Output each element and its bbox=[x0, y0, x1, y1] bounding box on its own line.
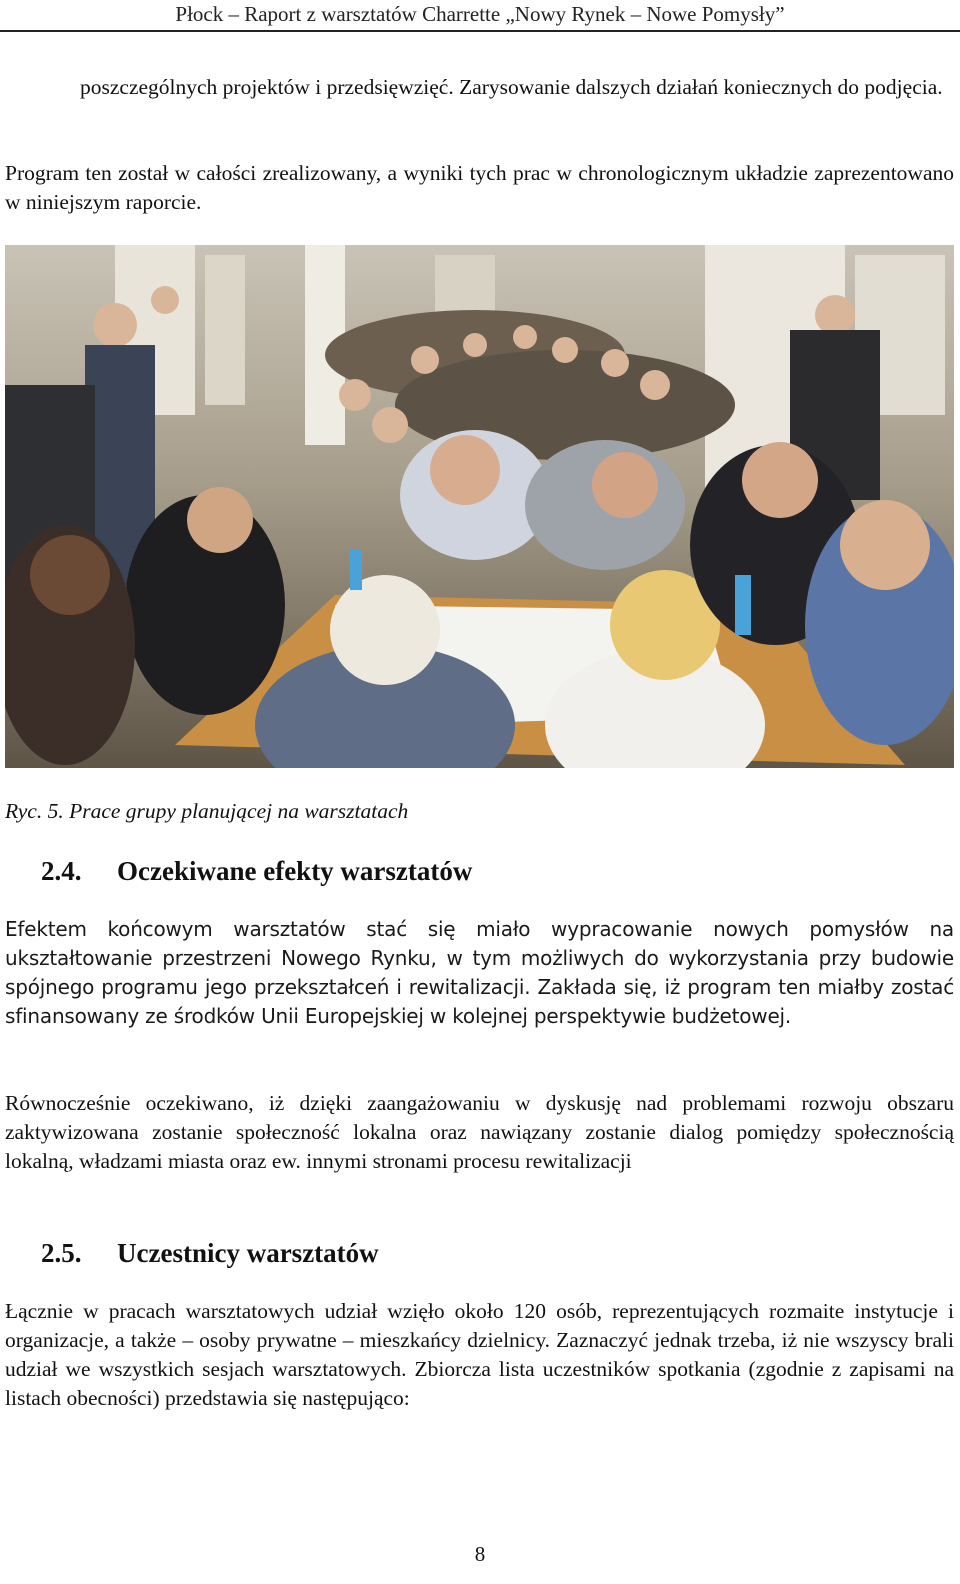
section-title: Uczestnicy warsztatów bbox=[117, 1238, 379, 1268]
paragraph-expected-effects: Efektem końcowym warsztatów stać się miało wypracowanie nowych pomysłów na ukształtowanie przestrzeni Nowego Rynku, w tym możliwych do wykorzystania przy budowie spójnego programu jego przekształceń i rewitalizacji. Zakłada się, iż program ten miałby zostać sfinansowany ze środków Unii Europejskiej w kolejnej perspektywie budżetowej. bbox=[5, 917, 954, 1028]
paragraph-program-summary: Program ten został w całości zrealizowany, a wyniki tych prac w chronologicznym układzie zaprezentowano w niniejszym raporcie. bbox=[5, 161, 954, 214]
page-number: 8 bbox=[474, 1542, 486, 1566]
section-number: 2.4. bbox=[41, 856, 82, 886]
section-heading-2-4 bbox=[41, 854, 472, 888]
paragraph-community-dialog: Równocześnie oczekiwano, iż dzięki zaangażowaniu w dyskusję nad problemami rozwoju obszaru zaktywizowana zostanie społeczność lokalna oraz nawiązany zostanie dialog pomiędzy społecznością lokalną, władzami miasta oraz ew. innymi stronami procesu rewitalizacji bbox=[5, 1091, 954, 1173]
figure-caption: Ryc. 5. Prace grupy planującej na warsztatach bbox=[5, 799, 409, 823]
paragraph-continuation: poszczególnych projektów i przedsięwzięć. Zarysowanie dalszych działań koniecznych do podjęcia. bbox=[80, 75, 943, 99]
workshop-photo bbox=[5, 245, 954, 768]
running-header: Płock – Raport z warsztatów Charrette „Nowy Rynek – Nowe Pomysły” bbox=[175, 2, 785, 26]
header-rule bbox=[0, 30, 960, 32]
section-number: 2.5. bbox=[41, 1238, 82, 1268]
section-heading-2-5 bbox=[41, 1236, 379, 1270]
section-title: Oczekiwane efekty warsztatów bbox=[117, 856, 473, 886]
paragraph-participants: Łącznie w pracach warsztatowych udział wzięło około 120 osób, reprezentujących rozmaite instytucje i organizacje, a także – osoby prywatne – mieszkańcy dzielnicy. Zaznaczyć jednak trzeba, iż nie wszyscy brali udział we wszystkich sesjach warsztatowych. Zbiorcza lista uczestników spotkania (zgodnie z zapisami na listach obecności) przedstawia się następująco: bbox=[5, 1299, 954, 1410]
